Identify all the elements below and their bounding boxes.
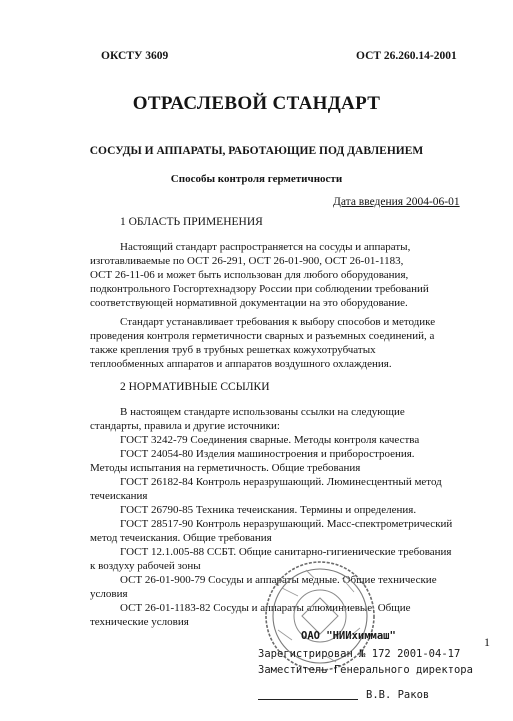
text-line: проведения контроля герметичности сварных и разъемных соединений, а <box>90 330 435 342</box>
reference-line: ГОСТ 28517-90 Контроль неразрушающий. Масс-спектрометрический <box>120 518 453 530</box>
section-2-heading: 2 НОРМАТИВНЫЕ ССЫЛКИ <box>120 381 270 393</box>
page-title: ОТРАСЛЕВОЙ СТАНДАРТ <box>132 93 381 114</box>
section-1-heading: 1 ОБЛАСТЬ ПРИМЕНЕНИЯ <box>120 216 263 228</box>
signatory-position: Заместитель Генерального директора <box>258 664 473 676</box>
reference-line: ОСТ 26-01-900-79 Сосуды и аппараты медные. Общие технические <box>120 574 437 586</box>
text-line: Стандарт устанавливает требования к выбору способов и методике <box>120 316 436 328</box>
text-line: стандарты, правила и другие источники: <box>90 420 280 432</box>
reference-line: ГОСТ 26790-85 Техника течеискания. Термины и определения. <box>120 504 417 516</box>
reference-line: ГОСТ 3242-79 Соединения сварные. Методы контроля качества <box>120 434 420 446</box>
text-line: технические условия <box>90 616 189 628</box>
stamp-organization: ОАО "НИИхиммаш" <box>301 630 396 642</box>
text-line: соответствующей нормативной документации на это оборудование. <box>90 297 408 309</box>
registration-line: Зарегистрирован № 172 2001-04-17 <box>258 648 461 660</box>
reference-line: ГОСТ 26182-84 Контроль неразрушающий. Люминесцентный метод <box>120 476 442 488</box>
text-line: В настоящем стандарте использованы ссылки на следующие <box>120 406 405 418</box>
okstu-code: ОКСТУ 3609 <box>101 50 169 62</box>
text-line: изготавливаемые по ОСТ 26-291, ОСТ 26-01-900, ОСТ 26-01-1183, <box>90 255 404 267</box>
text-line: также крепления труб в трубных решетках кожухотрубчатых <box>90 344 376 356</box>
text-line: к воздуху рабочей зоны <box>90 560 201 572</box>
text-line: Методы испытания на герметичность. Общие требования <box>90 462 361 474</box>
text-line: метод течеискания. Общие требования <box>90 532 272 544</box>
ost-code: ОСТ 26.260.14-2001 <box>356 50 457 62</box>
reference-line: ГОСТ 12.1.005-88 ССБТ. Общие санитарно-гигиенические требования <box>120 546 452 558</box>
introduction-date: Дата введения 2004-06-01 <box>333 196 460 208</box>
text-line: условия <box>90 588 128 600</box>
signatory-name: В.В. Раков <box>366 689 430 701</box>
text-line: течеискания <box>90 490 148 502</box>
reference-line: ГОСТ 24054-80 Изделия машиностроения и приборостроения. <box>120 448 415 460</box>
text-line: подконтрольного Госгортехнадзору России при соблюдении требований <box>90 283 429 295</box>
document-subtitle-2: Способы контроля герметичности <box>170 173 343 185</box>
signature-line <box>258 699 358 700</box>
text-line: теплообменных аппаратов и аппаратов воздушного охлаждения. <box>90 358 392 370</box>
page-number: 1 <box>484 635 490 649</box>
text-line: ОСТ 26-11-06 и может быть использован для любого оборудования, <box>90 269 409 281</box>
document-subtitle: СОСУДЫ И АППАРАТЫ, РАБОТАЮЩИЕ ПОД ДАВЛЕНИЕМ <box>89 145 424 157</box>
text-line: Настоящий стандарт распространяется на сосуды и аппараты, <box>120 241 411 253</box>
reference-line: ОСТ 26-01-1183-82 Сосуды и аппараты алюминиевые. Общие <box>120 602 411 614</box>
